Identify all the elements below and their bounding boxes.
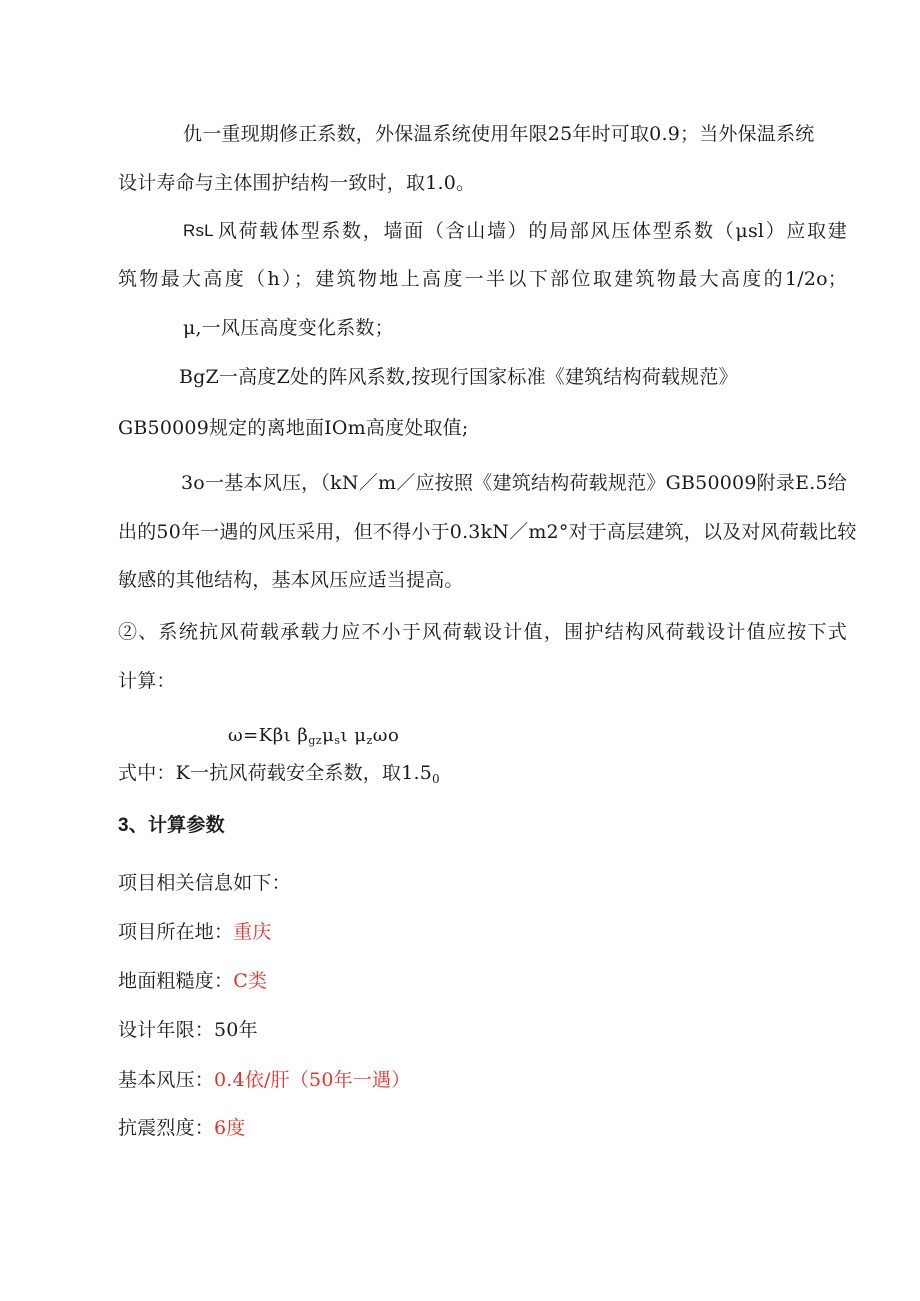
text-line: 筑物最大高度（h）；建筑物地上高度一半以下部位取建筑物最大高度的1/2o； — [118, 268, 847, 290]
text-line: 式中：K一抗风荷载安全系数，取1.5 — [118, 762, 433, 784]
para-basic-pressure-line2 — [118, 520, 857, 544]
text-line: GB50009规定的离地面IOm高度处取值; — [118, 417, 469, 439]
text-line: 出的50年一遇的风压采用，但不得小于0.3kN／m2°对于高层建筑，以及对风荷载比较 — [118, 521, 857, 543]
param-roughness — [118, 969, 267, 993]
param-design-life — [118, 1018, 258, 1042]
param-seismic-intensity — [118, 1116, 246, 1140]
heading-text: 3、计算参数 — [118, 815, 225, 836]
formula-part: ω=Kβι β — [228, 725, 309, 746]
text-line: 项目相关信息如下： — [118, 872, 291, 894]
text-line: 设计寿命与主体围护结构一致时，取1.0。 — [118, 172, 476, 194]
formula-part: ωo — [372, 725, 400, 746]
param-label: 基本风压： — [118, 1069, 215, 1091]
param-label: 设计年限： — [118, 1019, 215, 1041]
param-basic-wind-pressure — [118, 1068, 410, 1092]
text-line: 风荷载体型系数，墙面（含山墙）的局部风压体型系数（μsl）应取建 — [217, 220, 847, 242]
para-shape-coef-line1 — [183, 219, 847, 243]
formula-part: ι μ — [340, 725, 367, 746]
param-label: 地面粗糙度： — [118, 970, 234, 992]
param-label: 抗震烈度： — [118, 1117, 215, 1139]
formula-subscript: s — [334, 734, 341, 747]
para-basic-pressure-line1 — [181, 471, 847, 495]
para-gust-coef-line1 — [179, 365, 738, 389]
text-line: 计算： — [118, 670, 176, 692]
para-return-period-line2 — [118, 171, 475, 195]
formula-note — [118, 761, 440, 791]
param-value: 6度 — [214, 1117, 246, 1139]
text-line: 敏感的其他结构，基本风压应适当提高。 — [118, 569, 464, 591]
text-line: 3o一基本风压，（kN／m／应按照《建筑结构荷载规范》GB50009附录E.5给 — [181, 472, 847, 494]
para-return-period-line1 — [183, 122, 847, 146]
param-location — [118, 920, 272, 944]
param-value: C类 — [233, 970, 268, 992]
section-heading — [118, 814, 225, 838]
para-wind-load-line1 — [118, 620, 847, 644]
text-line: 仇一重现期修正系数，外保温系统使用年限25年时可取0.9；当外保温系统 — [183, 123, 815, 145]
formula-subscript: z — [366, 734, 373, 747]
para-wind-load-line2 — [118, 669, 176, 693]
param-label: 项目所在地： — [118, 921, 234, 943]
section-intro — [118, 871, 291, 895]
text-line: ②、系统抗风荷载承载力应不小于风荷载设计值，围护结构风荷载设计值应按下式 — [118, 621, 847, 643]
wind-load-formula — [228, 724, 399, 753]
formula-note-subscript: 0 — [432, 772, 440, 786]
param-value: 50年 — [214, 1019, 258, 1041]
para-basic-pressure-line3 — [118, 568, 464, 592]
text-line: μ,一风压高度变化系数； — [183, 317, 394, 339]
para-shape-coef-line2 — [118, 267, 847, 291]
text-line: BgZ一高度Z处的阵风系数,按现行国家标准《建筑结构荷载规范》 — [179, 366, 738, 388]
para-gust-coef-line2 — [118, 416, 468, 440]
symbol-rsl: RsL — [183, 221, 214, 240]
param-value: 重庆 — [233, 921, 272, 943]
param-value: 0.4依/肝（50年一遇） — [214, 1069, 411, 1091]
formula-subscript: gz — [308, 734, 323, 747]
formula-part: μ — [322, 725, 335, 746]
para-height-coef — [183, 316, 394, 340]
